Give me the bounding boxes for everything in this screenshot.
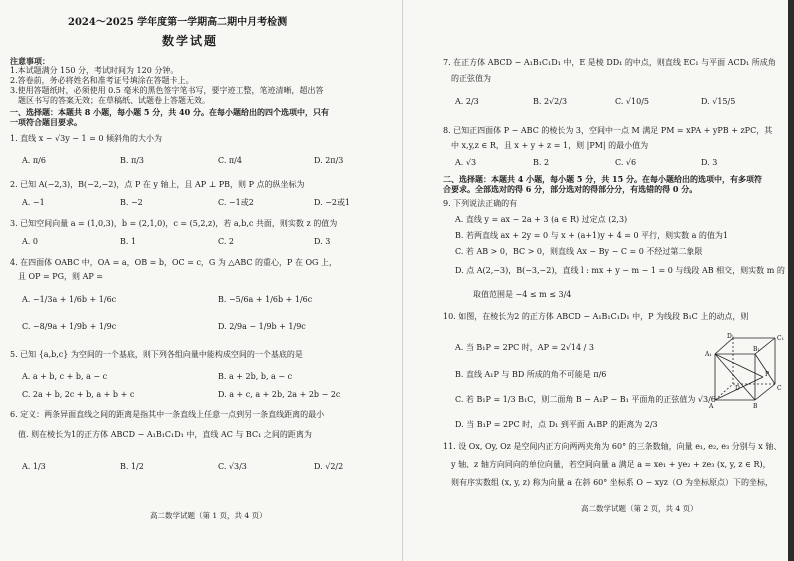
- question-6-option-b: B. 1/2: [120, 462, 144, 471]
- question-6-stem-cont: 值. 则在棱长为1的正方体 ABCD − A₁B₁C₁D₁ 中，直线 AC 与 BC₁ 之间的距离为: [18, 430, 312, 439]
- question-6-stem: 6. 定义：两条异面直线之间的距离是指其中一条直线上任意一点到另一条直线距离的最小: [10, 410, 325, 419]
- question-3-stem: 3. 已知空间向量 a = (1,0,3)，b = (2,1,0)，c = (5,2,z)，若 a,b,c 共面，则实数 z 的值为: [10, 219, 338, 228]
- note-line: 1.本试题满分 150 分，考试时间为 120 分钟。: [10, 66, 179, 75]
- question-7-stem-cont: 的正弦值为: [451, 74, 491, 83]
- figure-label: D₁: [727, 333, 735, 340]
- question-5-option-a: A. a + b, c + b, a − c: [22, 372, 108, 381]
- question-1-stem: 1. 直线 x − √3y − 1 = 0 倾斜角的大小为: [10, 134, 163, 143]
- question-5-option-d: D. a + c, a + 2b, 2a + 2b − 2c: [218, 390, 341, 399]
- cube-figure: [703, 332, 793, 412]
- question-8-option-a: A. √3: [455, 158, 477, 167]
- question-10-option-b: B. 直线 A₁P 与 BD 所成的角不可能是 π/6: [455, 370, 607, 379]
- question-10-option-d: D. 当 B₁P = 2PC 时，点 D₁ 到平面 A₁BP 的距离为 2/3: [455, 420, 658, 429]
- exam-subtitle: 数学试题: [162, 34, 219, 48]
- figure-label: D: [735, 385, 740, 392]
- question-7-stem: 7. 在正方体 ABCD − A₁B₁C₁D₁ 中，E 是棱 DD₁ 的中点，则直线 EC₁ 与平面 ACD₁ 所成角: [443, 58, 776, 67]
- question-2-option-b: B. −2: [120, 198, 143, 207]
- question-9-option-b: B. 若两直线 ax + 2y = 0 与 x + (a+1)y + 4 = 0 平行，则实数 a 的值为1: [455, 231, 729, 240]
- question-4-option-d: D. 2/9a − 1/9b + 1/9c: [218, 322, 306, 331]
- section-two-heading-cont: 合要求。全部选对的得 6 分，部分选对的得部分分，有选错的得 0 分。: [443, 184, 698, 194]
- question-2-option-d: D. −2或1: [314, 198, 351, 207]
- question-7-option-a: A. 2/3: [455, 97, 479, 106]
- question-4-stem-cont: 且 OP = PG，则 AP =: [18, 272, 103, 281]
- question-9-stem: 9. 下列说法正确的有: [443, 199, 518, 208]
- section-two-heading: 二、选择题：本题共 4 小题，每小题 5 分，共 15 分。在每小题给出的选项中，有多项符: [443, 174, 762, 184]
- note-line: 2.答卷前，务必将姓名和准考证号填涂在答题卡上。: [10, 76, 194, 85]
- figure-label: A: [709, 403, 714, 410]
- question-8-stem-cont: 中 x,y,z ∈ R，且 x + y + z = 1，则 |PM| 的最小值为: [451, 141, 649, 150]
- question-9-option-c: C. 若 AB > 0，BC > 0，则直线 Ax − By − C = 0 不经过第二象限: [455, 247, 703, 256]
- question-11-line-3: 则有序实数组 (x, y, z) 称为向量 a 在斜 60° 坐标系 O − xyz（O 为坐标原点）下的坐标，: [451, 478, 774, 487]
- figure-label: A₁: [705, 351, 712, 358]
- question-8-option-b: B. 2: [533, 158, 550, 167]
- page-1-footer: 高二数学试题（第 1 页，共 4 页）: [150, 511, 267, 520]
- question-3-option-b: B. 1: [120, 237, 137, 246]
- exam-title: 2024～2025 学年度第一学期高二期中月考检测: [68, 17, 288, 28]
- question-2-option-c: C. −1或2: [218, 198, 254, 207]
- question-11-line-1: 11. 设 Ox, Oy, Oz 是空间内正方向两两夹角为 60° 的三条数轴，向量 e₁, e₂, e₃ 分别与 x 轴、: [443, 442, 782, 451]
- note-line: 3.使用答题纸时，必须使用 0.5 毫米的黑色签字笔书写，要字迹工整，笔迹清晰，超出答: [10, 86, 324, 95]
- question-9-option-d-cont: 取值范围是 −4 ≤ m ≤ 3/4: [473, 290, 572, 299]
- question-3-option-d: D. 3: [314, 237, 331, 246]
- figure-label: C₁: [777, 335, 784, 342]
- question-10-option-c: C. 若 B₁P = 1/3 B₁C，则二面角 B − A₁P − B₁ 平面角的正弦值为 √3/6: [455, 395, 716, 404]
- figure-label: B₁: [753, 346, 760, 353]
- question-7-option-d: D. √15/5: [701, 97, 736, 106]
- question-6-option-c: C. √3/3: [218, 462, 247, 471]
- figure-label: B: [753, 403, 758, 410]
- question-10-option-a: A. 当 B₁P = 2PC 时，AP = 2√14 / 3: [455, 343, 594, 352]
- question-9-option-a: A. 直线 y = ax − 2a + 3 (a ∈ R) 过定点 (2,3): [455, 215, 628, 224]
- question-5-option-c: C. 2a + b, 2c + b, a + b + c: [22, 390, 135, 399]
- page-2-footer: 高二数学试题（第 2 页，共 4 页）: [581, 504, 698, 513]
- question-6-option-d: D. √2/2: [314, 462, 344, 471]
- question-7-option-b: B. 2√2/3: [533, 97, 568, 106]
- question-1-option-c: C. π/4: [218, 156, 242, 165]
- figure-label: P: [765, 371, 770, 378]
- question-4-option-c: C. −8/9a + 1/9b + 1/9c: [22, 322, 117, 331]
- figure-label: C: [777, 385, 782, 392]
- question-1-option-a: A. π/6: [22, 156, 46, 165]
- section-one-heading: 一、选择题：本题共 8 小题，每小题 5 分，共 40 分。在每小题给出的四个选项中，只有: [10, 107, 329, 117]
- question-4-option-b: B. −5/6a + 1/6b + 1/6c: [218, 295, 313, 304]
- question-8-option-d: D. 3: [701, 158, 718, 167]
- question-8-option-c: C. √6: [615, 158, 637, 167]
- note-line: 题区书写的答案无效；在草稿纸、试题卷上答题无效。: [18, 96, 210, 105]
- question-4-option-a: A. −1/3a + 1/6b + 1/6c: [22, 295, 117, 304]
- question-4-stem: 4. 在四面体 OABC 中，OA = a，OB = b，OC = c，G 为 △ABC 的重心，P 在 OG 上，: [10, 258, 337, 267]
- question-11-line-2: y 轴、z 轴方向同向的单位向量，若空间向量 a 满足 a = xe₁ + ye₂ + ze₃ (x, y, z ∈ R)，: [451, 460, 771, 469]
- question-5-option-b: B. a + 2b, b, a − c: [218, 372, 293, 381]
- question-2-option-a: A. −1: [22, 198, 45, 207]
- section-one-heading-cont: 一项符合题目要求。: [10, 117, 82, 127]
- question-10-stem: 10. 如图，在棱长为2 的正方体 ABCD − A₁B₁C₁D₁ 中，P 为线段 B₁C 上的动点，则: [443, 312, 749, 321]
- question-9-option-d: D. 点 A(2,−3)，B(−3,−2)，直线 l : mx + y − m − 1 = 0 与线段 AB 相交，则实数 m 的: [455, 266, 785, 275]
- question-3-option-a: A. 0: [22, 237, 38, 246]
- notes-heading: 注意事项：: [10, 56, 50, 66]
- question-5-stem: 5. 已知 {a,b,c} 为空间的一个基底，则下列各组向量中能构成空间的一个基底的是: [10, 350, 303, 359]
- question-2-stem: 2. 已知 A(−2,3)，B(−2,−2)，点 P 在 y 轴上，且 AP ⊥ PB，则 P 点的纵坐标为: [10, 180, 305, 189]
- question-1-option-d: D. 2π/3: [314, 156, 344, 165]
- scan-edge: [788, 0, 794, 561]
- question-6-option-a: A. 1/3: [22, 462, 46, 471]
- question-8-stem: 8. 已知正四面体 P − ABC 的棱长为 3，空间中一点 M 满足 PM = xPA + yPB + zPC，其: [443, 126, 773, 135]
- question-7-option-c: C. √10/5: [615, 97, 649, 106]
- exam-page-2: [403, 0, 794, 561]
- question-3-option-c: C. 2: [218, 237, 235, 246]
- question-1-option-b: B. π/3: [120, 156, 145, 165]
